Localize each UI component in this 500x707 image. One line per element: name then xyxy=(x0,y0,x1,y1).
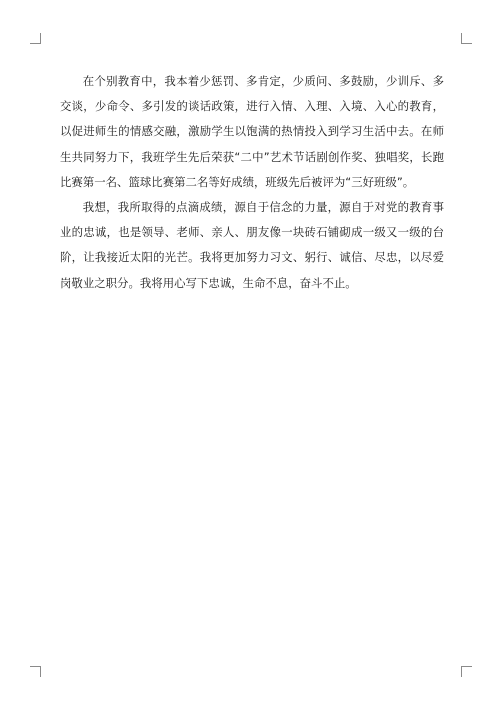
crop-mark-top-right xyxy=(461,33,472,44)
crop-mark-bottom-right xyxy=(461,666,472,677)
paragraph-1: 在个别教育中，我本着少惩罚、多肯定，少质问、多鼓励，少训斥、多交谈，少命令、多引发的谈话政策，进行入情、入理、入境、入心的教育，以促进师生的情感交融，激励学生以饱满的热情投入到学习生活中去。在师生共同努力下，我班学生先后荣获“二中”艺术节话剧创作奖、独唱奖，长跑比赛第一名、篮球比赛第二名等好成绩，班级先后被评为“三好班级”。 xyxy=(60,74,444,189)
paragraph-2: 我想，我所取得的点滴成绩，源自于信念的力量，源自于对党的教育事业的忠诚，也是领导、老师、亲人、朋友像一块砖石铺砌成一级又一级的台阶，让我接近太阳的光芒。我将更加努力习文、躬行、诚信、尽忠，以尽爱岗敬业之职分。我将用心写下忠诚，生命不息，奋斗不止。 xyxy=(60,200,444,290)
crop-mark-bottom-left xyxy=(30,666,41,677)
document-body xyxy=(60,69,444,296)
crop-mark-top-left xyxy=(30,33,41,44)
